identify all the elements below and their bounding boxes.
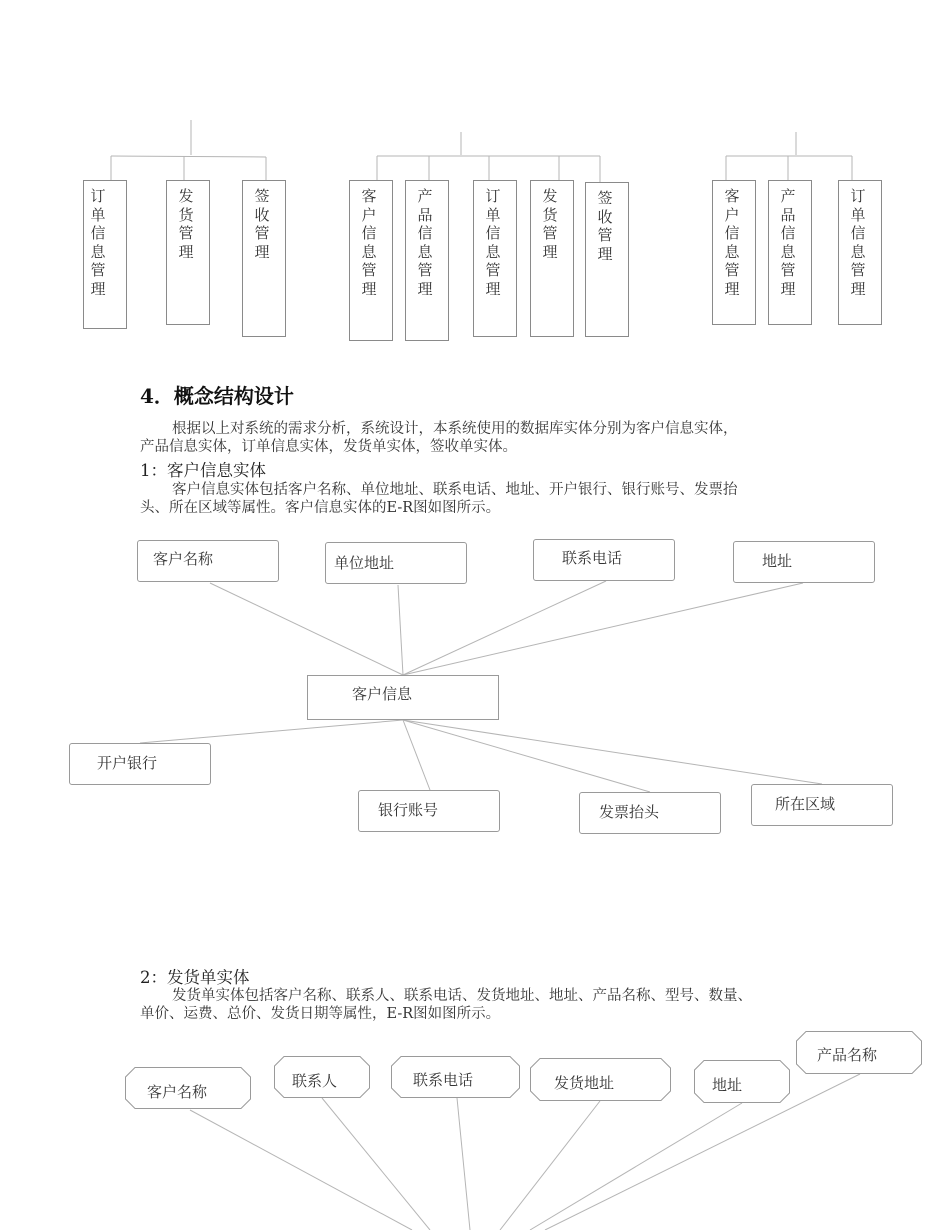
attr-label: 联系电话 <box>413 1071 474 1089</box>
er1-entity-customer-info <box>307 675 499 720</box>
er1-attr-invoice-title <box>579 792 721 834</box>
entity1-desc-line-2: 头、所在区域等属性。客户信息实体的E-R图如图所示。 <box>140 500 501 516</box>
attr-label: 地址 <box>712 1076 743 1094</box>
org-box-shipping-2 <box>530 180 574 337</box>
org-box-customer-info <box>349 180 393 341</box>
org-box-label: 客户信息管理 <box>724 187 740 298</box>
attr-label: 客户名称 <box>147 1083 208 1101</box>
er2-attr-contact <box>274 1056 370 1098</box>
org-box-shipping <box>166 180 210 325</box>
entity2-desc-line-1: 发货单实体包括客户名称、联系人、联系电话、发货地址、地址、产品名称、型号、数量、 <box>172 988 752 1004</box>
entity-label: 客户信息 <box>352 685 413 703</box>
org-box-signing-2 <box>585 182 629 337</box>
org-box-label: 订单信息管理 <box>485 187 501 298</box>
org-box-customer-info-3 <box>712 180 756 325</box>
attr-label: 单位地址 <box>334 554 395 572</box>
attr-label: 发货地址 <box>554 1074 615 1092</box>
org-box-label: 产品信息管理 <box>780 187 796 298</box>
er2-attr-ship-address <box>530 1058 671 1101</box>
entity1-desc-line-1: 客户信息实体包括客户名称、单位地址、联系电话、地址、开户银行、银行账号、发票抬 <box>172 482 738 498</box>
org-box-order-info-2 <box>473 180 517 337</box>
er1-attr-bank <box>69 743 211 785</box>
intro-line-1: 根据以上对系统的需求分析，系统设计，本系统使用的数据库实体分别为客户信息实体， <box>172 421 738 437</box>
section-heading: 4．概念结构设计 <box>140 384 294 408</box>
attr-label: 发票抬头 <box>599 803 660 821</box>
er2-attr-customer-name <box>125 1067 251 1109</box>
er1-attr-customer-name <box>137 540 279 582</box>
org-box-label: 签收管理 <box>254 187 270 261</box>
er1-attr-bank-account <box>358 790 500 832</box>
attr-label: 开户银行 <box>97 754 158 772</box>
org-box-label: 发货管理 <box>178 187 194 261</box>
org-box-product-info <box>405 180 449 341</box>
org-box-label: 客户信息管理 <box>361 187 377 298</box>
org-box-order-info-3 <box>838 180 882 325</box>
org-box-order-info <box>83 180 127 329</box>
er1-attr-region <box>751 784 893 826</box>
org-box-signing <box>242 180 286 337</box>
er1-attr-unit-address <box>325 542 467 584</box>
er2-attr-address <box>694 1060 790 1103</box>
er1-attr-phone <box>533 539 675 581</box>
entity2-description <box>140 987 860 1023</box>
er1-attr-address <box>733 541 875 583</box>
attr-label: 地址 <box>762 552 793 570</box>
org-box-label: 订单信息管理 <box>90 187 106 298</box>
attr-label: 客户名称 <box>153 550 214 568</box>
attr-label: 产品名称 <box>817 1046 878 1064</box>
org-box-label: 产品信息管理 <box>417 187 433 298</box>
er2-attr-product-name <box>796 1031 922 1074</box>
org-box-label: 订单信息管理 <box>850 187 866 298</box>
er2-attr-phone <box>391 1056 520 1098</box>
entity1-title: 1：客户信息实体 <box>140 461 266 480</box>
entity2-title: 2：发货单实体 <box>140 968 250 987</box>
org-box-product-info-3 <box>768 180 812 325</box>
attr-label: 联系人 <box>292 1072 338 1090</box>
intro-paragraph <box>140 420 840 456</box>
entity1-description <box>140 481 840 517</box>
attr-label: 联系电话 <box>562 549 623 567</box>
attr-label: 银行账号 <box>378 801 439 819</box>
entity2-desc-line-2: 单价、运费、总价、发货日期等属性，E-R图如图所示。 <box>140 1006 501 1022</box>
org-box-label: 发货管理 <box>542 187 558 261</box>
attr-label: 所在区域 <box>775 795 836 813</box>
intro-line-2: 产品信息实体，订单信息实体，发货单实体，签收单实体。 <box>140 439 517 455</box>
org-box-label: 签收管理 <box>597 189 613 263</box>
